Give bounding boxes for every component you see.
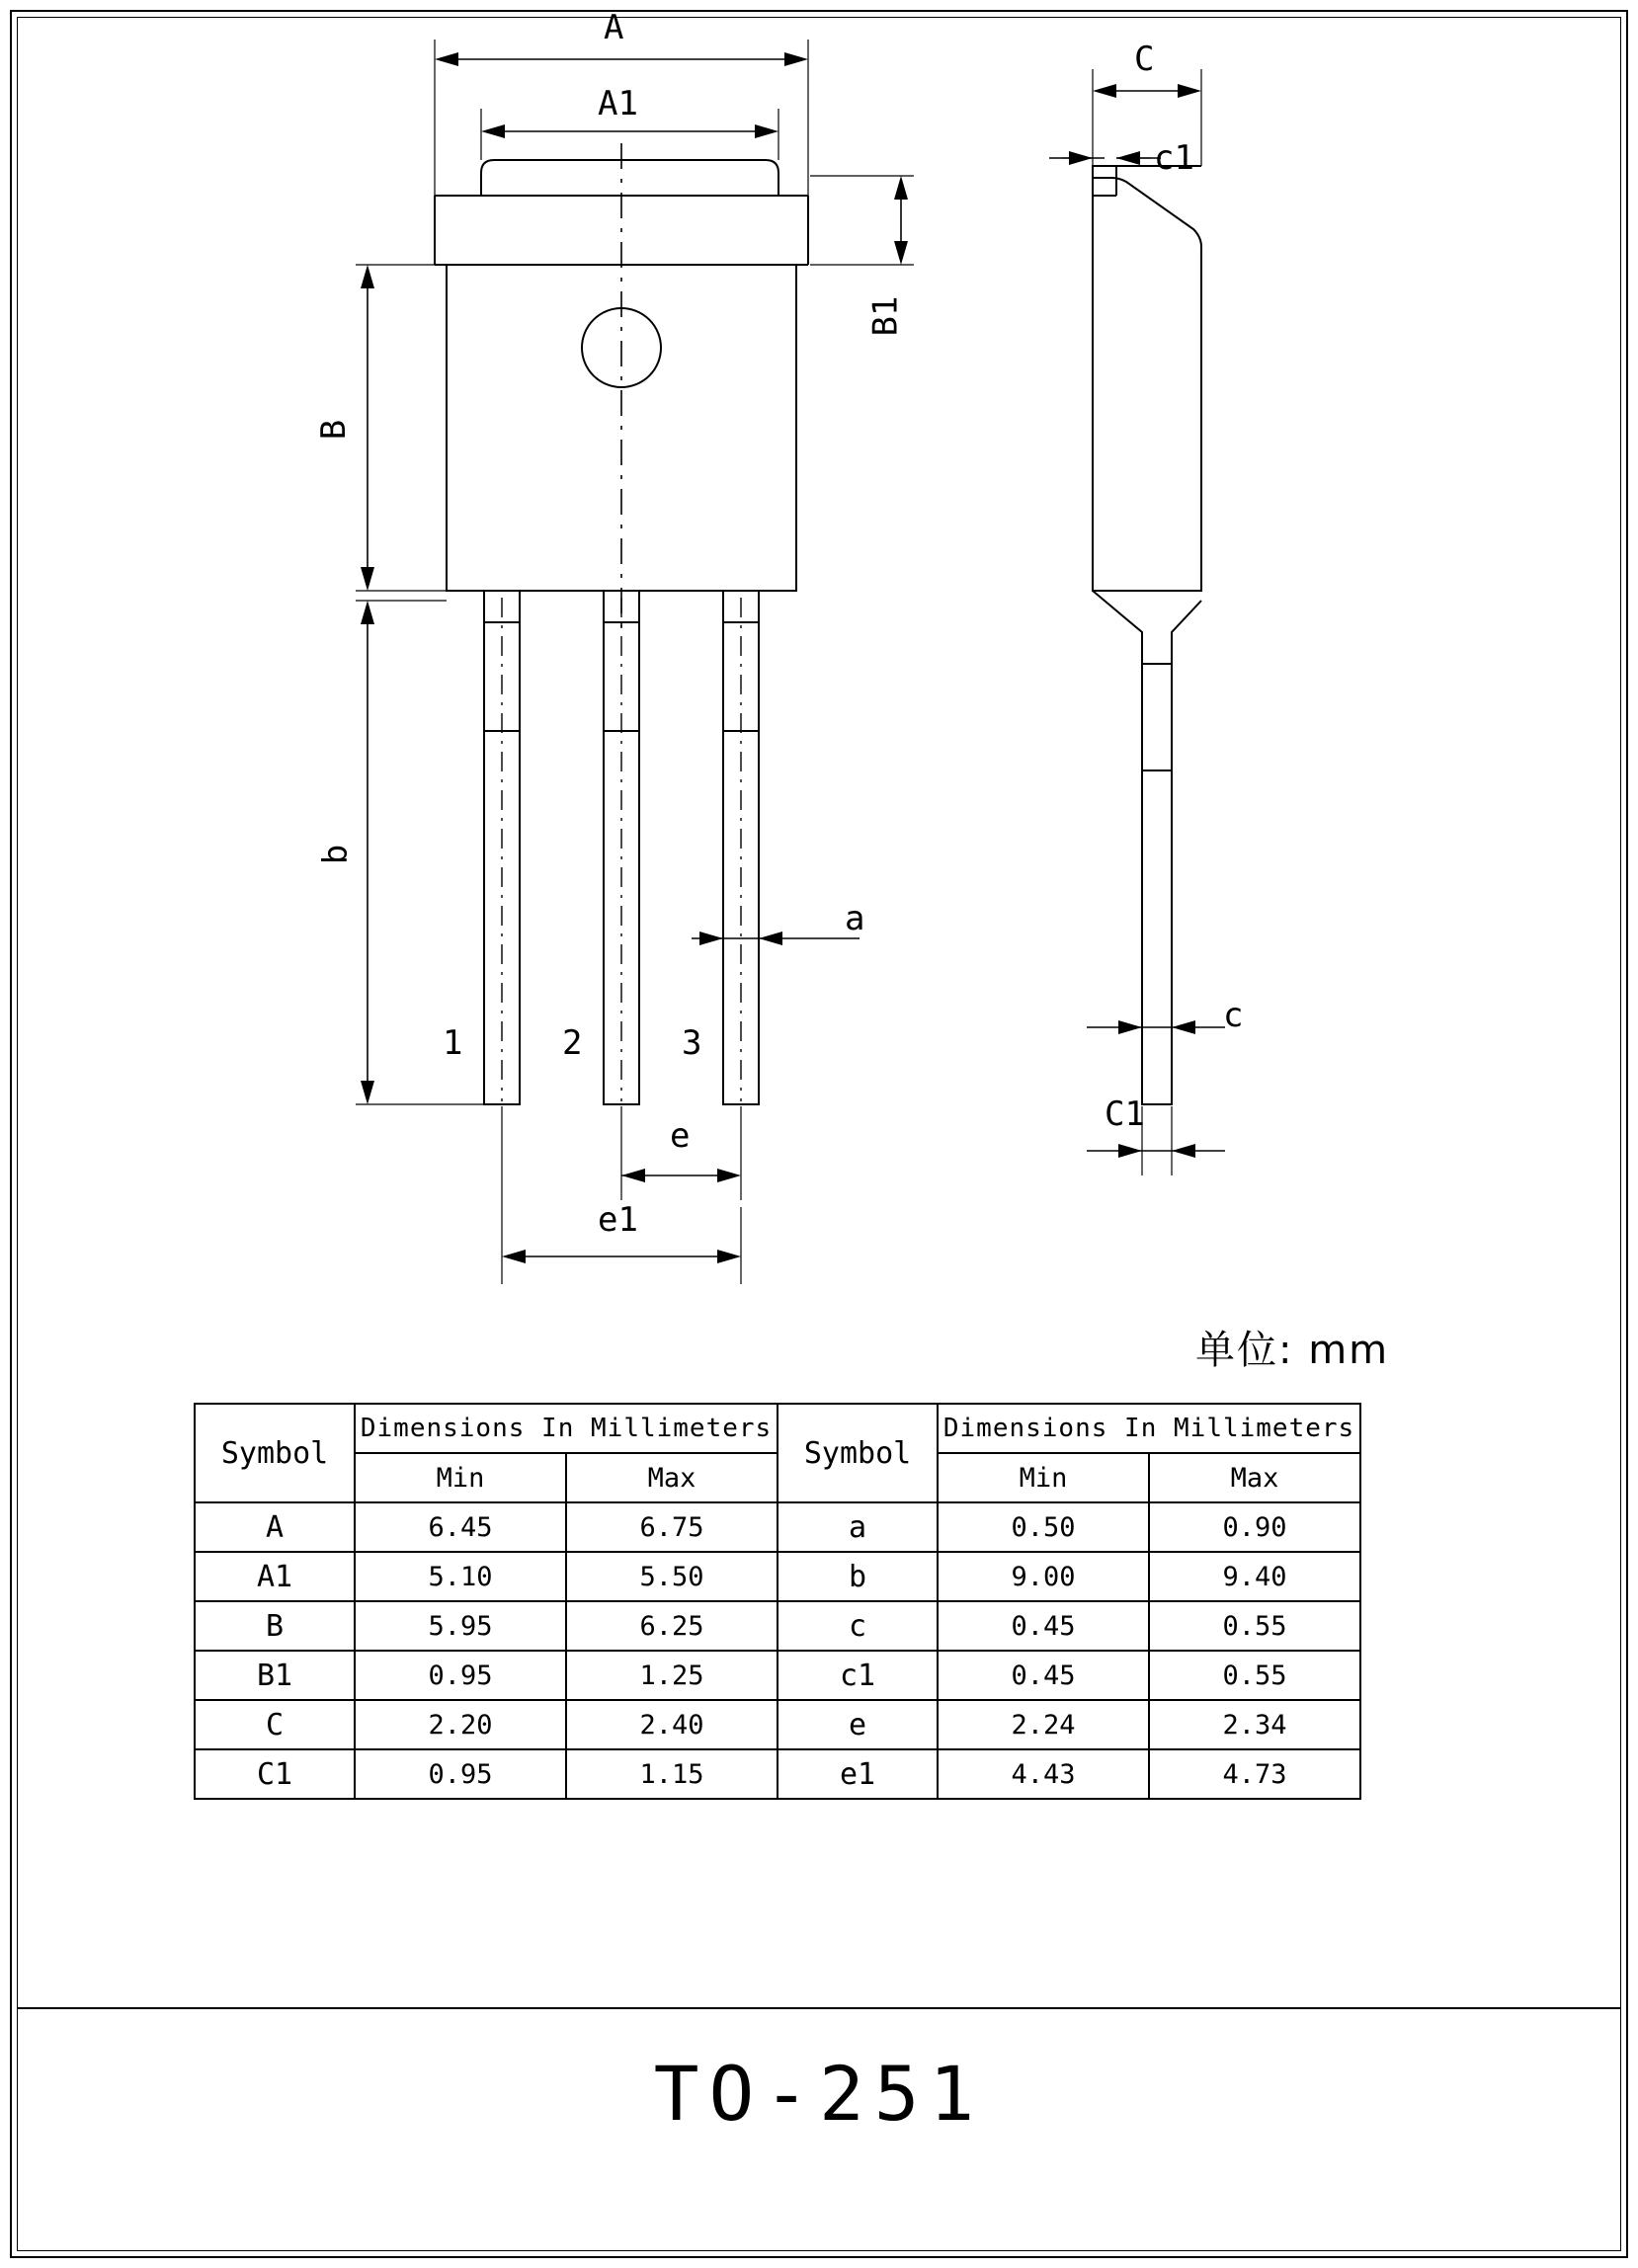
min-cell: 2.24 xyxy=(938,1700,1149,1749)
symbol-cell: C xyxy=(195,1700,355,1749)
dim-label-C1: C1 xyxy=(1105,1094,1145,1134)
max-cell: 2.40 xyxy=(566,1700,778,1749)
max-cell: 0.90 xyxy=(1149,1502,1360,1552)
max-cell: 5.50 xyxy=(566,1552,778,1601)
dim-label-C: C xyxy=(1134,40,1155,79)
symbol-cell: A xyxy=(195,1502,355,1552)
max-cell: 4.73 xyxy=(1149,1749,1360,1799)
tab-outline xyxy=(481,160,778,196)
max-cell: 2.34 xyxy=(1149,1700,1360,1749)
dim-label-a: a xyxy=(845,899,865,938)
symbol-cell: c1 xyxy=(778,1651,938,1700)
min-cell: 5.95 xyxy=(355,1601,566,1651)
table-row xyxy=(195,1651,1360,1700)
symbol-cell: B1 xyxy=(195,1651,355,1700)
table-row xyxy=(195,1601,1360,1651)
unit-note: 单位: mm xyxy=(1195,1328,1390,1373)
right-min-header: Min xyxy=(938,1453,1149,1502)
symbol-cell: e xyxy=(778,1700,938,1749)
min-cell: 0.50 xyxy=(938,1502,1149,1552)
dim-label-A: A xyxy=(604,8,624,47)
symbol-cell: C1 xyxy=(195,1749,355,1799)
left-min-header: Min xyxy=(355,1453,566,1502)
max-cell: 0.55 xyxy=(1149,1651,1360,1700)
min-cell: 0.95 xyxy=(355,1749,566,1799)
min-cell: 4.43 xyxy=(938,1749,1149,1799)
max-cell: 1.25 xyxy=(566,1651,778,1700)
right-max-header: Max xyxy=(1149,1453,1360,1502)
symbol-cell: A1 xyxy=(195,1552,355,1601)
dim-label-c1: c1 xyxy=(1154,138,1194,178)
symbol-cell: B xyxy=(195,1601,355,1651)
table-row xyxy=(195,1700,1360,1749)
max-cell: 0.55 xyxy=(1149,1601,1360,1651)
symbol-cell: a xyxy=(778,1502,938,1552)
left-max-header: Max xyxy=(566,1453,778,1502)
dim-label-A1: A1 xyxy=(598,84,638,123)
min-cell: 2.20 xyxy=(355,1700,566,1749)
dim-label-e: e xyxy=(670,1116,691,1156)
dim-label-B: B xyxy=(314,419,355,441)
min-cell: 6.45 xyxy=(355,1502,566,1552)
right-dimensions-header: Dimensions In Millimeters xyxy=(938,1404,1360,1453)
min-cell: 0.45 xyxy=(938,1601,1149,1651)
symbol-cell: b xyxy=(778,1552,938,1601)
symbol-cell: c xyxy=(778,1601,938,1651)
dim-label-b: b xyxy=(316,844,357,865)
table-row xyxy=(195,1552,1360,1601)
pin-label-1: 1 xyxy=(443,1023,463,1063)
package-title: TO-251 xyxy=(653,2050,985,2138)
pin-label-3: 3 xyxy=(682,1023,702,1063)
max-cell: 1.15 xyxy=(566,1749,778,1799)
max-cell: 9.40 xyxy=(1149,1552,1360,1601)
table-header-row-1 xyxy=(195,1404,1360,1453)
max-cell: 6.75 xyxy=(566,1502,778,1552)
min-cell: 9.00 xyxy=(938,1552,1149,1601)
max-cell: 6.25 xyxy=(566,1601,778,1651)
right-symbol-header: Symbol xyxy=(778,1404,938,1502)
dim-label-c: c xyxy=(1223,996,1244,1035)
min-cell: 0.95 xyxy=(355,1651,566,1700)
pin-label-2: 2 xyxy=(562,1023,583,1063)
side-body-outline xyxy=(1093,178,1201,591)
left-dimensions-header: Dimensions In Millimeters xyxy=(355,1404,778,1453)
dimensions-table xyxy=(194,1403,1361,1800)
dim-label-B1: B1 xyxy=(865,295,906,337)
table-row xyxy=(195,1502,1360,1552)
table-row xyxy=(195,1749,1360,1799)
symbol-cell: e1 xyxy=(778,1749,938,1799)
min-cell: 0.45 xyxy=(938,1651,1149,1700)
title-block-divider xyxy=(18,2007,1620,2009)
left-symbol-header: Symbol xyxy=(195,1404,355,1502)
min-cell: 5.10 xyxy=(355,1552,566,1601)
dim-label-e1: e1 xyxy=(598,1200,638,1240)
